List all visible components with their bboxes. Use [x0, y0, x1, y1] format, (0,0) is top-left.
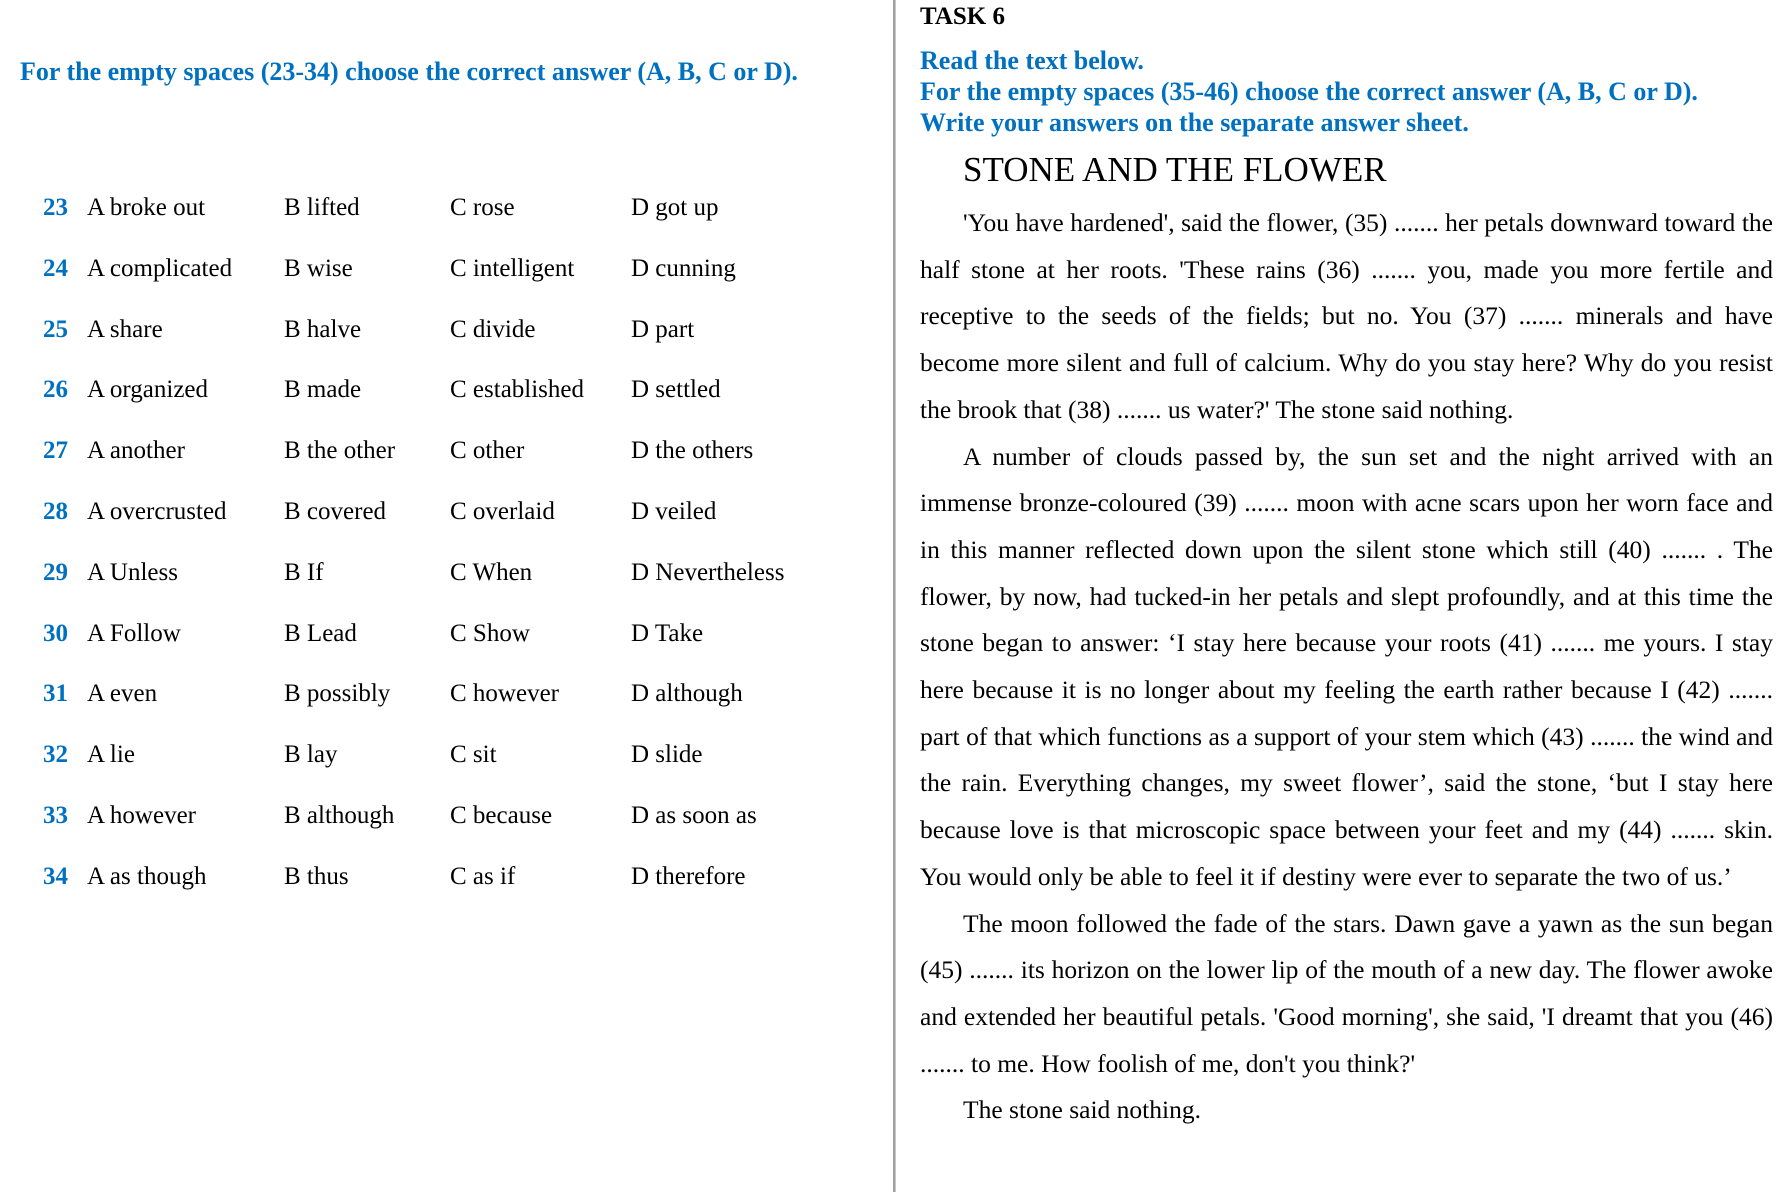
option-a: A even [87, 680, 158, 708]
option-d: D as soon as [631, 802, 757, 829]
question-number: 25 [43, 315, 68, 343]
option-a: A another [87, 437, 185, 465]
option-c: C rose [450, 194, 515, 221]
option-d: D settled [631, 376, 721, 404]
paragraph: The stone said nothing. [963, 1095, 1201, 1125]
question-number: 34 [43, 862, 68, 890]
option-d: D Nevertheless [631, 558, 785, 586]
option-d: D got up [631, 194, 719, 221]
paragraph: The moon followed the fade of the stars. Dawn gave a yawn as the sun began (45) ....... its horizon on the lower lip of the mouth of a new day. The flower awoke and extended her beautiful petals. 'Good morning', she said, 'I dreamt that you (46) ....... to me. How foolish of me, don't you think?' [920, 908, 1773, 1078]
option-d: D veiled [631, 498, 717, 525]
option-a: A share [87, 315, 163, 343]
paragraph: 'You have hardened', said the flower, (35) ....... her petals downward toward the half stone at her roots. 'These rains (36) ....... you, made you more fertile and receptive to the seeds of the fields; but no. You (37) ....... minerals and have become more silent and full of calcium. Why do you stay here? Why do you resist the brook that (38) ....... us water?' The stone said nothing. [920, 208, 1773, 424]
option-c: C other [450, 437, 525, 465]
question-number: 30 [43, 619, 68, 647]
option-d: D part [631, 315, 695, 343]
option-a: A organized [87, 376, 209, 404]
option-b: B made [284, 376, 362, 404]
paragraph: A number of clouds passed by, the sun set and the night arrived with an immense bronze-coloured (39) ....... moon with acne scars upon her worn face and in this manner reflected down upon the silent stone which still (40) ....... . The flower, by now, had tucked-in her petals and slept profoundly, and at this time the stone began to answer: ‘I stay here because your roots (41) ....... me yours. I stay here because it is no longer about my feeling the earth rather because I (42) ....... part of that which functions as a support of your stem which (43) ....... the wind and the rain. Everything changes, my sweet flower’, said the stone, ‘but I stay here because love is that microscopic space between your feet and my (44) ....... skin. You would only be able to feel it if destiny were ever to separate the two of us.’ [920, 441, 1773, 891]
question-number: 27 [43, 437, 68, 465]
option-c: C Show [450, 619, 530, 647]
option-a: A however [87, 802, 196, 829]
option-b: B lay [284, 741, 338, 769]
question-number: 28 [43, 498, 68, 525]
option-c: C overlaid [450, 498, 555, 525]
left-page [0, 0, 893, 1192]
question-number: 32 [43, 741, 68, 769]
option-d: D therefore [631, 862, 746, 890]
option-a: A as though [87, 862, 207, 890]
option-d: D the others [631, 437, 754, 465]
passage-title: STONE AND THE FLOWER [963, 150, 1387, 189]
option-c: C divide [450, 315, 536, 343]
option-b: B Lead [284, 619, 357, 647]
option-b: B lifted [284, 194, 360, 221]
option-a: A Follow [87, 619, 181, 647]
option-b: B halve [284, 315, 362, 343]
page-divider [893, 0, 896, 1192]
option-c: C sit [450, 741, 497, 769]
question-number: 29 [43, 558, 68, 586]
instruction-line: Read the text below. [920, 46, 1144, 75]
option-b: B possibly [284, 680, 391, 708]
option-c: C established [450, 376, 585, 404]
option-d: D although [631, 680, 743, 708]
option-b: B thus [284, 862, 349, 890]
option-d: D Take [631, 619, 704, 647]
question-number: 24 [43, 254, 68, 282]
option-a: A overcrusted [87, 498, 227, 525]
option-a: A Unless [87, 558, 178, 586]
instruction-right [920, 45, 1698, 138]
option-a: A lie [87, 741, 135, 769]
instruction-left: For the empty spaces (23-34) choose the correct answer (A, B, C or D). [20, 57, 798, 86]
option-c: C however [450, 680, 559, 708]
option-d: D cunning [631, 254, 736, 282]
option-c: C because [450, 802, 553, 829]
option-b: B the other [284, 437, 396, 465]
passage [920, 200, 1773, 1134]
option-a: A broke out [87, 194, 206, 221]
option-b: B If [284, 558, 324, 586]
task-label: TASK 6 [920, 3, 1005, 30]
question-number: 31 [43, 680, 68, 708]
option-c: C as if [450, 862, 516, 890]
right-page [900, 0, 1788, 1192]
instruction-line: Write your answers on the separate answer sheet. [920, 108, 1469, 137]
instruction-line: For the empty spaces (35-46) choose the correct answer (A, B, C or D). [920, 77, 1698, 106]
option-d: D slide [631, 741, 703, 769]
question-number: 23 [43, 194, 68, 221]
option-b: B covered [284, 498, 387, 525]
option-b: B wise [284, 254, 353, 282]
option-c: C When [450, 558, 533, 586]
option-b: B although [284, 802, 395, 829]
question-number: 26 [43, 376, 68, 404]
option-a: A complicated [87, 254, 233, 282]
option-c: C intelligent [450, 254, 575, 282]
question-number: 33 [43, 802, 68, 829]
